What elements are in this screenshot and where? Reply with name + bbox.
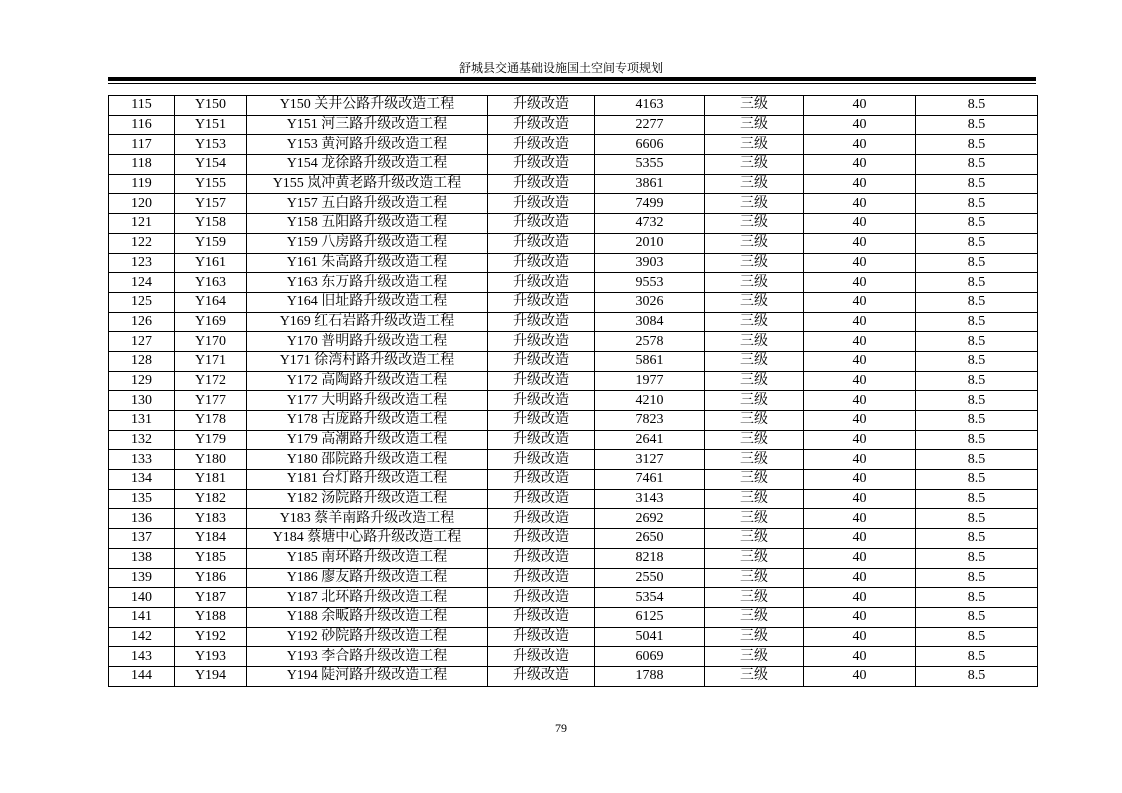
table-row xyxy=(109,115,1038,135)
table-row xyxy=(109,548,1038,568)
table-row xyxy=(109,332,1038,352)
route-code-cell: Y194 xyxy=(175,666,247,686)
row-index-cell: 131 xyxy=(109,411,175,431)
design-speed-cell: 40 xyxy=(804,371,916,391)
row-index-cell: 136 xyxy=(109,509,175,529)
design-speed-cell: 40 xyxy=(804,135,916,155)
width-cell: 8.5 xyxy=(916,371,1038,391)
row-index-cell: 120 xyxy=(109,194,175,214)
route-code-cell: Y170 xyxy=(175,332,247,352)
row-index-cell: 144 xyxy=(109,666,175,686)
route-code-cell: Y153 xyxy=(175,135,247,155)
width-cell: 8.5 xyxy=(916,509,1038,529)
design-speed-cell: 40 xyxy=(804,155,916,175)
table-row xyxy=(109,489,1038,509)
project-name-cell: Y158 五阳路升级改造工程 xyxy=(247,214,488,234)
row-index-cell: 132 xyxy=(109,430,175,450)
construction-type-cell: 升级改造 xyxy=(488,588,595,608)
project-name-cell: Y164 旧址路升级改造工程 xyxy=(247,292,488,312)
construction-type-cell: 升级改造 xyxy=(488,214,595,234)
width-cell: 8.5 xyxy=(916,233,1038,253)
grade-cell: 三级 xyxy=(705,253,804,273)
length-cell: 6069 xyxy=(595,647,705,667)
design-speed-cell: 40 xyxy=(804,489,916,509)
design-speed-cell: 40 xyxy=(804,548,916,568)
project-name-cell: Y169 红石岩路升级改造工程 xyxy=(247,312,488,332)
row-index-cell: 137 xyxy=(109,529,175,549)
route-code-cell: Y180 xyxy=(175,450,247,470)
table-row xyxy=(109,371,1038,391)
route-code-cell: Y171 xyxy=(175,351,247,371)
project-name-cell: Y188 余畈路升级改造工程 xyxy=(247,607,488,627)
width-cell: 8.5 xyxy=(916,607,1038,627)
length-cell: 9553 xyxy=(595,273,705,293)
width-cell: 8.5 xyxy=(916,155,1038,175)
route-code-cell: Y181 xyxy=(175,470,247,490)
width-cell: 8.5 xyxy=(916,115,1038,135)
table-row xyxy=(109,96,1038,116)
project-name-cell: Y153 黄河路升级改造工程 xyxy=(247,135,488,155)
construction-type-cell: 升级改造 xyxy=(488,470,595,490)
route-code-cell: Y159 xyxy=(175,233,247,253)
construction-type-cell: 升级改造 xyxy=(488,489,595,509)
grade-cell: 三级 xyxy=(705,96,804,116)
width-cell: 8.5 xyxy=(916,312,1038,332)
row-index-cell: 140 xyxy=(109,588,175,608)
project-name-cell: Y155 岚冲黄老路升级改造工程 xyxy=(247,174,488,194)
grade-cell: 三级 xyxy=(705,666,804,686)
table-row xyxy=(109,351,1038,371)
width-cell: 8.5 xyxy=(916,470,1038,490)
length-cell: 5041 xyxy=(595,627,705,647)
table-row xyxy=(109,647,1038,667)
route-code-cell: Y182 xyxy=(175,489,247,509)
table-row xyxy=(109,666,1038,686)
route-code-cell: Y184 xyxy=(175,529,247,549)
construction-type-cell: 升级改造 xyxy=(488,233,595,253)
header-rule-thin xyxy=(108,83,1036,84)
length-cell: 4732 xyxy=(595,214,705,234)
route-code-cell: Y154 xyxy=(175,155,247,175)
project-name-cell: Y184 蔡塘中心路升级改造工程 xyxy=(247,529,488,549)
row-index-cell: 128 xyxy=(109,351,175,371)
width-cell: 8.5 xyxy=(916,666,1038,686)
design-speed-cell: 40 xyxy=(804,607,916,627)
table-row xyxy=(109,233,1038,253)
construction-type-cell: 升级改造 xyxy=(488,548,595,568)
length-cell: 5861 xyxy=(595,351,705,371)
design-speed-cell: 40 xyxy=(804,666,916,686)
design-speed-cell: 40 xyxy=(804,115,916,135)
project-name-cell: Y154 龙徐路升级改造工程 xyxy=(247,155,488,175)
table-row xyxy=(109,588,1038,608)
design-speed-cell: 40 xyxy=(804,529,916,549)
road-upgrade-table xyxy=(108,95,1038,687)
grade-cell: 三级 xyxy=(705,174,804,194)
row-index-cell: 116 xyxy=(109,115,175,135)
width-cell: 8.5 xyxy=(916,450,1038,470)
table-row xyxy=(109,155,1038,175)
route-code-cell: Y193 xyxy=(175,647,247,667)
row-index-cell: 133 xyxy=(109,450,175,470)
construction-type-cell: 升级改造 xyxy=(488,430,595,450)
construction-type-cell: 升级改造 xyxy=(488,332,595,352)
row-index-cell: 130 xyxy=(109,391,175,411)
table-row xyxy=(109,253,1038,273)
route-code-cell: Y163 xyxy=(175,273,247,293)
table-row xyxy=(109,450,1038,470)
width-cell: 8.5 xyxy=(916,627,1038,647)
length-cell: 2010 xyxy=(595,233,705,253)
construction-type-cell: 升级改造 xyxy=(488,647,595,667)
length-cell: 2277 xyxy=(595,115,705,135)
project-name-cell: Y150 关井公路升级改造工程 xyxy=(247,96,488,116)
grade-cell: 三级 xyxy=(705,411,804,431)
table-row xyxy=(109,135,1038,155)
project-name-cell: Y192 砂院路升级改造工程 xyxy=(247,627,488,647)
route-code-cell: Y178 xyxy=(175,411,247,431)
table-row xyxy=(109,194,1038,214)
construction-type-cell: 升级改造 xyxy=(488,529,595,549)
grade-cell: 三级 xyxy=(705,529,804,549)
length-cell: 2650 xyxy=(595,529,705,549)
width-cell: 8.5 xyxy=(916,135,1038,155)
length-cell: 3861 xyxy=(595,174,705,194)
length-cell: 2641 xyxy=(595,430,705,450)
design-speed-cell: 40 xyxy=(804,174,916,194)
row-index-cell: 123 xyxy=(109,253,175,273)
design-speed-cell: 40 xyxy=(804,96,916,116)
project-name-cell: Y161 朱高路升级改造工程 xyxy=(247,253,488,273)
width-cell: 8.5 xyxy=(916,96,1038,116)
design-speed-cell: 40 xyxy=(804,450,916,470)
construction-type-cell: 升级改造 xyxy=(488,135,595,155)
width-cell: 8.5 xyxy=(916,253,1038,273)
length-cell: 5355 xyxy=(595,155,705,175)
grade-cell: 三级 xyxy=(705,371,804,391)
length-cell: 3143 xyxy=(595,489,705,509)
table-row xyxy=(109,292,1038,312)
width-cell: 8.5 xyxy=(916,588,1038,608)
table-row xyxy=(109,391,1038,411)
width-cell: 8.5 xyxy=(916,292,1038,312)
construction-type-cell: 升级改造 xyxy=(488,273,595,293)
construction-type-cell: 升级改造 xyxy=(488,155,595,175)
project-name-cell: Y183 蔡羊南路升级改造工程 xyxy=(247,509,488,529)
construction-type-cell: 升级改造 xyxy=(488,351,595,371)
length-cell: 2692 xyxy=(595,509,705,529)
project-name-cell: Y151 河三路升级改造工程 xyxy=(247,115,488,135)
header-rule-thick xyxy=(108,77,1036,81)
length-cell: 6606 xyxy=(595,135,705,155)
grade-cell: 三级 xyxy=(705,135,804,155)
route-code-cell: Y150 xyxy=(175,96,247,116)
row-index-cell: 141 xyxy=(109,607,175,627)
construction-type-cell: 升级改造 xyxy=(488,174,595,194)
width-cell: 8.5 xyxy=(916,568,1038,588)
width-cell: 8.5 xyxy=(916,529,1038,549)
design-speed-cell: 40 xyxy=(804,351,916,371)
project-name-cell: Y178 古庞路升级改造工程 xyxy=(247,411,488,431)
row-index-cell: 115 xyxy=(109,96,175,116)
row-index-cell: 126 xyxy=(109,312,175,332)
row-index-cell: 134 xyxy=(109,470,175,490)
grade-cell: 三级 xyxy=(705,568,804,588)
design-speed-cell: 40 xyxy=(804,430,916,450)
design-speed-cell: 40 xyxy=(804,233,916,253)
design-speed-cell: 40 xyxy=(804,273,916,293)
grade-cell: 三级 xyxy=(705,214,804,234)
project-name-cell: Y159 八房路升级改造工程 xyxy=(247,233,488,253)
project-name-cell: Y172 高陶路升级改造工程 xyxy=(247,371,488,391)
length-cell: 3026 xyxy=(595,292,705,312)
width-cell: 8.5 xyxy=(916,332,1038,352)
route-code-cell: Y161 xyxy=(175,253,247,273)
design-speed-cell: 40 xyxy=(804,391,916,411)
route-code-cell: Y185 xyxy=(175,548,247,568)
width-cell: 8.5 xyxy=(916,548,1038,568)
construction-type-cell: 升级改造 xyxy=(488,292,595,312)
design-speed-cell: 40 xyxy=(804,332,916,352)
construction-type-cell: 升级改造 xyxy=(488,96,595,116)
construction-type-cell: 升级改造 xyxy=(488,509,595,529)
row-index-cell: 119 xyxy=(109,174,175,194)
row-index-cell: 127 xyxy=(109,332,175,352)
project-name-cell: Y180 邵院路升级改造工程 xyxy=(247,450,488,470)
row-index-cell: 124 xyxy=(109,273,175,293)
length-cell: 1788 xyxy=(595,666,705,686)
grade-cell: 三级 xyxy=(705,233,804,253)
grade-cell: 三级 xyxy=(705,292,804,312)
length-cell: 7823 xyxy=(595,411,705,431)
length-cell: 2578 xyxy=(595,332,705,352)
design-speed-cell: 40 xyxy=(804,292,916,312)
project-name-cell: Y193 李合路升级改造工程 xyxy=(247,647,488,667)
project-name-cell: Y182 汤院路升级改造工程 xyxy=(247,489,488,509)
row-index-cell: 138 xyxy=(109,548,175,568)
table-body xyxy=(109,96,1038,687)
route-code-cell: Y157 xyxy=(175,194,247,214)
design-speed-cell: 40 xyxy=(804,470,916,490)
width-cell: 8.5 xyxy=(916,391,1038,411)
grade-cell: 三级 xyxy=(705,312,804,332)
project-name-cell: Y186 廖友路升级改造工程 xyxy=(247,568,488,588)
construction-type-cell: 升级改造 xyxy=(488,115,595,135)
grade-cell: 三级 xyxy=(705,489,804,509)
route-code-cell: Y187 xyxy=(175,588,247,608)
table-row xyxy=(109,312,1038,332)
grade-cell: 三级 xyxy=(705,332,804,352)
length-cell: 8218 xyxy=(595,548,705,568)
grade-cell: 三级 xyxy=(705,115,804,135)
width-cell: 8.5 xyxy=(916,411,1038,431)
design-speed-cell: 40 xyxy=(804,411,916,431)
route-code-cell: Y177 xyxy=(175,391,247,411)
row-index-cell: 129 xyxy=(109,371,175,391)
construction-type-cell: 升级改造 xyxy=(488,391,595,411)
route-code-cell: Y179 xyxy=(175,430,247,450)
grade-cell: 三级 xyxy=(705,273,804,293)
length-cell: 4210 xyxy=(595,391,705,411)
page-header-title: 舒城县交通基础设施国土空间专项规划 xyxy=(458,61,663,75)
length-cell: 3903 xyxy=(595,253,705,273)
length-cell: 7461 xyxy=(595,470,705,490)
grade-cell: 三级 xyxy=(705,391,804,411)
construction-type-cell: 升级改造 xyxy=(488,371,595,391)
length-cell: 3127 xyxy=(595,450,705,470)
route-code-cell: Y186 xyxy=(175,568,247,588)
project-name-cell: Y157 五白路升级改造工程 xyxy=(247,194,488,214)
page-number: 79 xyxy=(555,721,567,735)
grade-cell: 三级 xyxy=(705,647,804,667)
route-code-cell: Y183 xyxy=(175,509,247,529)
route-code-cell: Y169 xyxy=(175,312,247,332)
project-name-cell: Y194 陡河路升级改造工程 xyxy=(247,666,488,686)
table-row xyxy=(109,470,1038,490)
length-cell: 4163 xyxy=(595,96,705,116)
design-speed-cell: 40 xyxy=(804,588,916,608)
row-index-cell: 117 xyxy=(109,135,175,155)
row-index-cell: 135 xyxy=(109,489,175,509)
construction-type-cell: 升级改造 xyxy=(488,253,595,273)
route-code-cell: Y151 xyxy=(175,115,247,135)
project-name-cell: Y171 徐湾村路升级改造工程 xyxy=(247,351,488,371)
construction-type-cell: 升级改造 xyxy=(488,568,595,588)
grade-cell: 三级 xyxy=(705,430,804,450)
grade-cell: 三级 xyxy=(705,627,804,647)
route-code-cell: Y188 xyxy=(175,607,247,627)
row-index-cell: 118 xyxy=(109,155,175,175)
route-code-cell: Y172 xyxy=(175,371,247,391)
row-index-cell: 122 xyxy=(109,233,175,253)
length-cell: 7499 xyxy=(595,194,705,214)
construction-type-cell: 升级改造 xyxy=(488,411,595,431)
construction-type-cell: 升级改造 xyxy=(488,627,595,647)
row-index-cell: 125 xyxy=(109,292,175,312)
grade-cell: 三级 xyxy=(705,194,804,214)
table-row xyxy=(109,529,1038,549)
project-name-cell: Y179 高潮路升级改造工程 xyxy=(247,430,488,450)
row-index-cell: 143 xyxy=(109,647,175,667)
row-index-cell: 139 xyxy=(109,568,175,588)
grade-cell: 三级 xyxy=(705,351,804,371)
design-speed-cell: 40 xyxy=(804,312,916,332)
project-name-cell: Y187 北环路升级改造工程 xyxy=(247,588,488,608)
route-code-cell: Y155 xyxy=(175,174,247,194)
grade-cell: 三级 xyxy=(705,548,804,568)
table-row xyxy=(109,509,1038,529)
grade-cell: 三级 xyxy=(705,155,804,175)
length-cell: 5354 xyxy=(595,588,705,608)
grade-cell: 三级 xyxy=(705,450,804,470)
table-row xyxy=(109,607,1038,627)
width-cell: 8.5 xyxy=(916,194,1038,214)
construction-type-cell: 升级改造 xyxy=(488,194,595,214)
project-name-cell: Y177 大明路升级改造工程 xyxy=(247,391,488,411)
length-cell: 3084 xyxy=(595,312,705,332)
design-speed-cell: 40 xyxy=(804,568,916,588)
width-cell: 8.5 xyxy=(916,430,1038,450)
construction-type-cell: 升级改造 xyxy=(488,666,595,686)
grade-cell: 三级 xyxy=(705,470,804,490)
table-row xyxy=(109,627,1038,647)
route-code-cell: Y192 xyxy=(175,627,247,647)
width-cell: 8.5 xyxy=(916,351,1038,371)
width-cell: 8.5 xyxy=(916,647,1038,667)
construction-type-cell: 升级改造 xyxy=(488,450,595,470)
table-row xyxy=(109,411,1038,431)
length-cell: 2550 xyxy=(595,568,705,588)
length-cell: 1977 xyxy=(595,371,705,391)
row-index-cell: 121 xyxy=(109,214,175,234)
width-cell: 8.5 xyxy=(916,273,1038,293)
width-cell: 8.5 xyxy=(916,489,1038,509)
project-name-cell: Y185 南环路升级改造工程 xyxy=(247,548,488,568)
length-cell: 6125 xyxy=(595,607,705,627)
table-row xyxy=(109,174,1038,194)
table-row xyxy=(109,430,1038,450)
table-row xyxy=(109,214,1038,234)
grade-cell: 三级 xyxy=(705,509,804,529)
table-row xyxy=(109,568,1038,588)
grade-cell: 三级 xyxy=(705,607,804,627)
grade-cell: 三级 xyxy=(705,588,804,608)
design-speed-cell: 40 xyxy=(804,194,916,214)
project-name-cell: Y181 台灯路升级改造工程 xyxy=(247,470,488,490)
project-name-cell: Y163 东万路升级改造工程 xyxy=(247,273,488,293)
width-cell: 8.5 xyxy=(916,214,1038,234)
row-index-cell: 142 xyxy=(109,627,175,647)
table-row xyxy=(109,273,1038,293)
design-speed-cell: 40 xyxy=(804,214,916,234)
design-speed-cell: 40 xyxy=(804,509,916,529)
design-speed-cell: 40 xyxy=(804,627,916,647)
design-speed-cell: 40 xyxy=(804,253,916,273)
construction-type-cell: 升级改造 xyxy=(488,312,595,332)
route-code-cell: Y158 xyxy=(175,214,247,234)
project-name-cell: Y170 普明路升级改造工程 xyxy=(247,332,488,352)
construction-type-cell: 升级改造 xyxy=(488,607,595,627)
design-speed-cell: 40 xyxy=(804,647,916,667)
width-cell: 8.5 xyxy=(916,174,1038,194)
route-code-cell: Y164 xyxy=(175,292,247,312)
